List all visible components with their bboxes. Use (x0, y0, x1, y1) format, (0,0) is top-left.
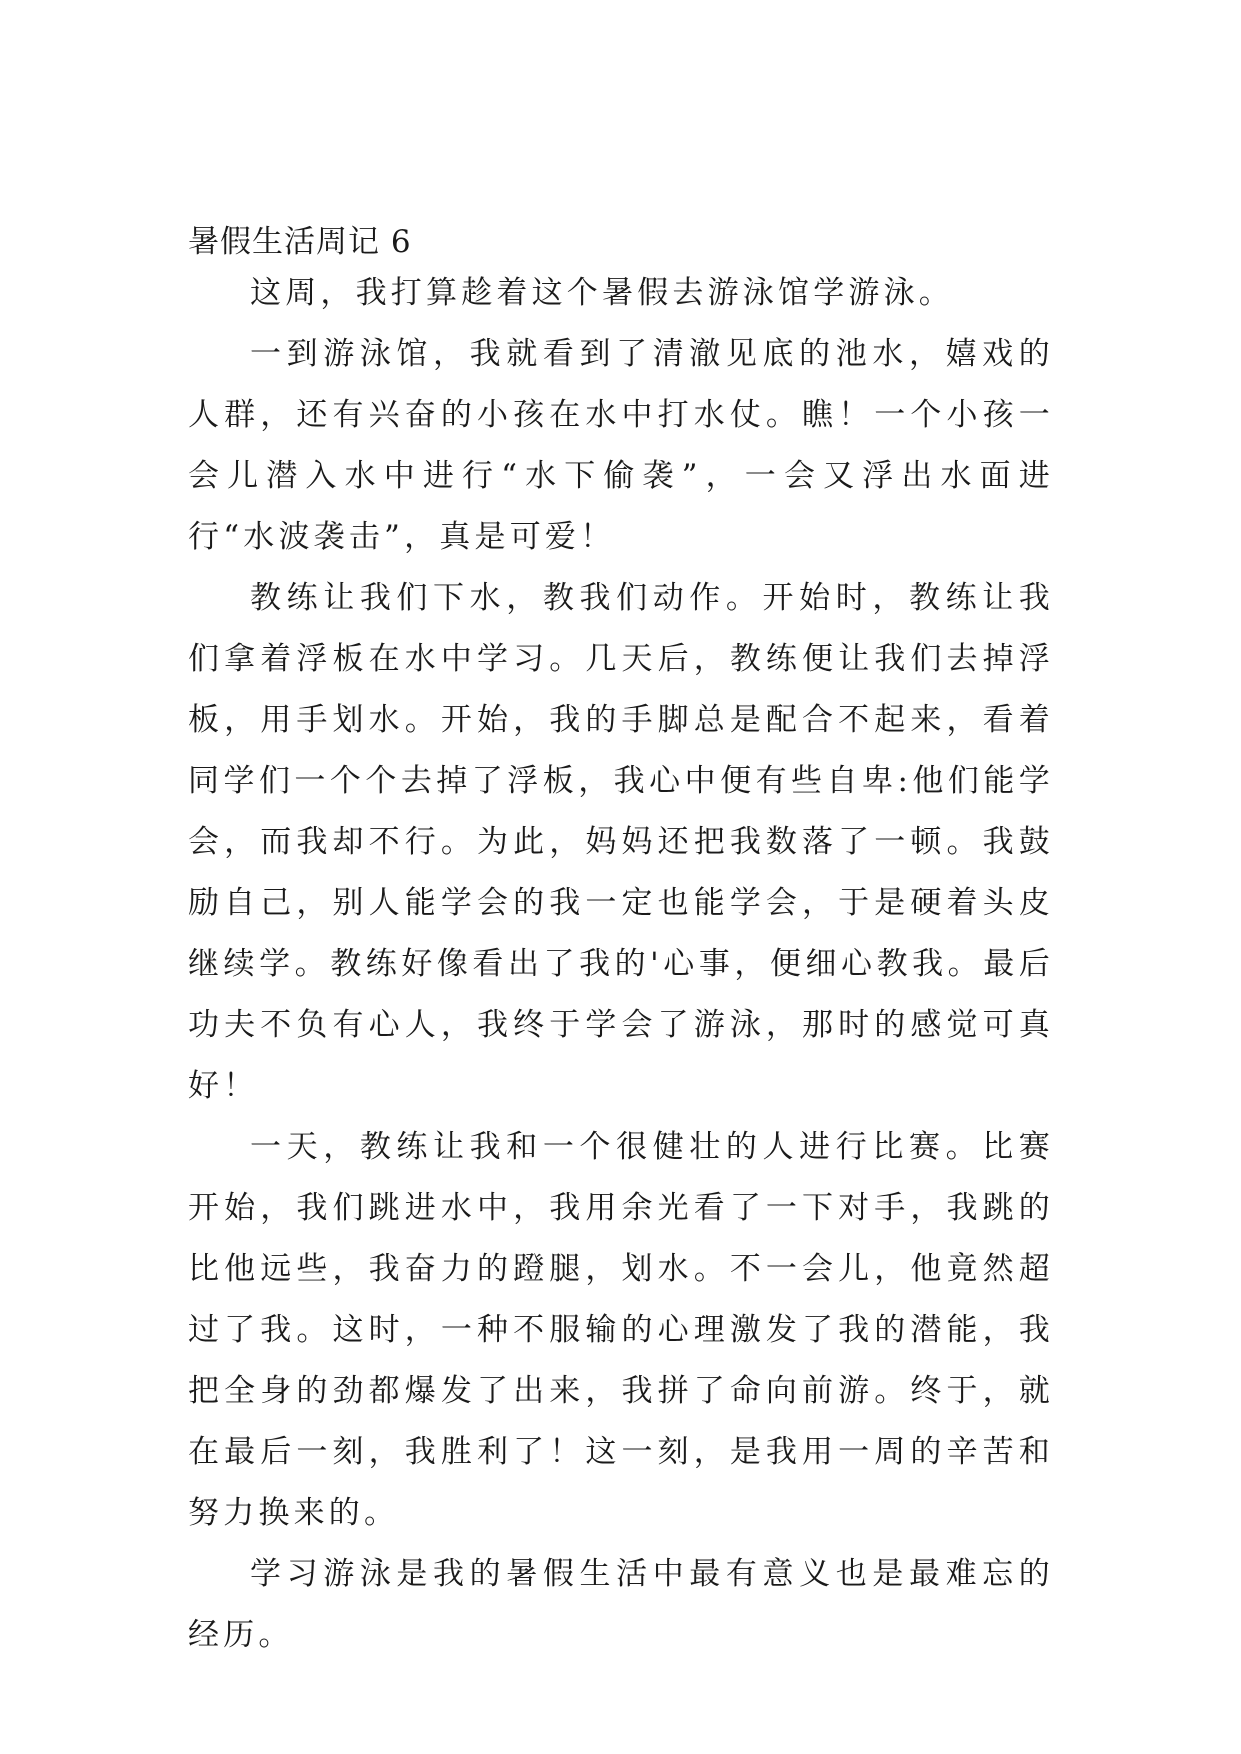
paragraph: 教练让我们下水，教我们动作。开始时，教练让我们拿着浮板在水中学习。几天后，教练便让我们去掉浮板，用手划水。开始，我的手脚总是配合不起来，看着同学们一个个去掉了浮板，我心中便有些自卑:他们能学会，而我却不行。为此，妈妈还把我数落了一顿。我鼓励自己，别人能学会的我一定也能学会，于是硬着头皮继续学。教练好像看出了我的'心事，便细心教我。最后功夫不负有心人，我终于学会了游泳，那时的感觉可真好！ (188, 580, 1054, 1104)
paragraph: 一到游泳馆，我就看到了清澈见底的池水，嬉戏的人群，还有兴奋的小孩在水中打水仗。瞧！一个小孩一会儿潜入水中进行“水下偷袭”，一会又浮出水面进行“水波袭击”，真是可爱！ (188, 336, 1054, 555)
document-body (188, 212, 1054, 1666)
paragraph: 学习游泳是我的暑假生活中最有意义也是最难忘的经历。 (188, 1556, 1054, 1653)
document-title: 暑假生活周记 6 (188, 224, 412, 260)
paragraph: 一天，教练让我和一个很健壮的人进行比赛。比赛开始，我们跳进水中，我用余光看了一下对手，我跳的比他远些，我奋力的蹬腿，划水。不一会儿，他竟然超过了我。这时，一种不服输的心理激发了我的潜能，我把全身的劲都爆发了出来，我拼了命向前游。终于，就在最后一刻，我胜利了！这一刻，是我用一周的辛苦和努力换来的。 (188, 1129, 1054, 1531)
paragraph: 这周，我打算趁着这个暑假去游泳馆学游泳。 (250, 275, 954, 311)
